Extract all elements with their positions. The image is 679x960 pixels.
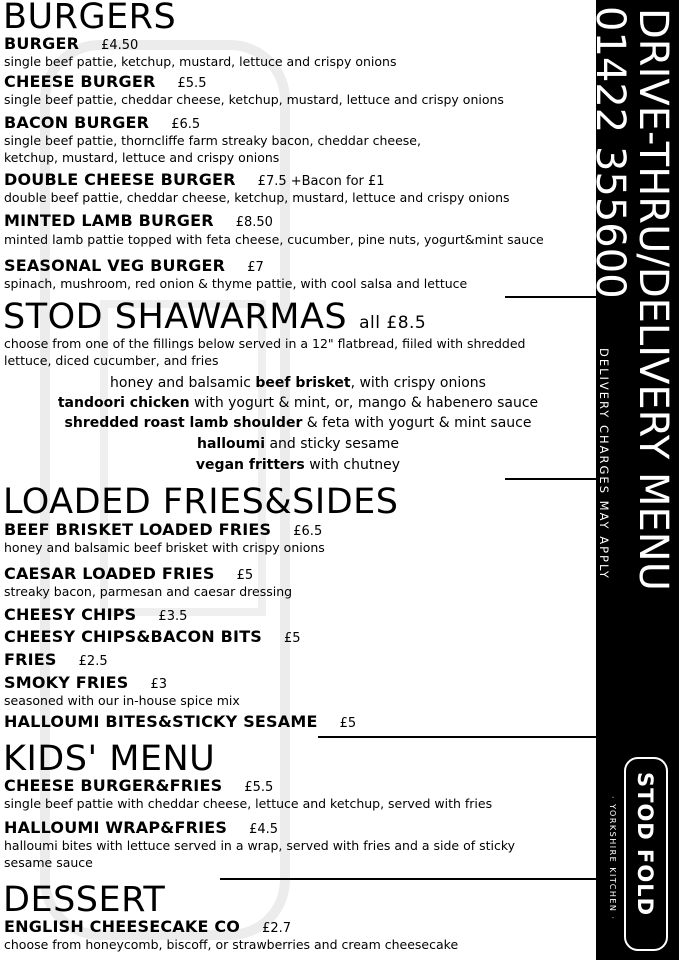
item-description: choose from honeycomb, biscoff, or strawberries and cream cheesecake [4, 937, 459, 952]
item-description: honey and balsamic beef brisket with crispy onions [4, 540, 325, 555]
menu-item-halloumi-bites [4, 712, 356, 734]
item-name: BURGER [4, 34, 80, 53]
item-name: CHEESY CHIPS [4, 605, 137, 624]
filling-option [0, 393, 596, 414]
phone-number[interactable]: 01422 355600 [587, 6, 633, 299]
item-price: £4.5 [249, 822, 279, 837]
item-description: sesame sauce [4, 855, 93, 870]
section-divider [505, 296, 596, 298]
item-name: HALLOUMI BITES&STICKY SESAME [4, 712, 318, 731]
section-divider [318, 736, 596, 738]
item-name: CHEESE BURGER&FRIES [4, 776, 223, 795]
menu-item-cheesy-chips-bacon-bits [4, 627, 301, 649]
burgers-heading: BURGERS [3, 0, 177, 37]
filling-text: with chutney [304, 457, 401, 473]
filling-option [0, 413, 596, 434]
item-price: £2.5 [78, 654, 108, 669]
item-name: FRIES [4, 650, 57, 669]
kids-heading: KIDS' MENU [3, 739, 216, 779]
item-price: £6.5 [171, 117, 201, 132]
item-name: CHEESE BURGER [4, 72, 156, 91]
fries-heading: LOADED FRIES&SIDES [3, 482, 399, 522]
filling-name: tandoori chicken [57, 395, 190, 411]
item-price: £2.7 [262, 921, 292, 936]
filling-text: with yogurt & mint, or, mango & habenero sauce [189, 395, 539, 411]
filling-text: honey and balsamic [110, 375, 256, 391]
logo-text: STOD FOLD [633, 772, 657, 917]
item-description: halloumi bites with lettuce served in a wrap, served with fries and a side of sticky [4, 838, 516, 853]
item-price: £5.5 [244, 780, 274, 795]
section-divider [220, 878, 596, 880]
menu-item-minted-lamb-burger [4, 211, 273, 233]
item-description: seasoned with our in-house spice mix [4, 693, 240, 708]
sidebar-heading: DRIVE-THRU/DELIVERY MENU [630, 8, 676, 592]
dessert-heading: DESSERT [3, 880, 166, 920]
item-name: DOUBLE CHEESE BURGER [4, 170, 236, 189]
shawarmas-description: lettuce, diced cucumber, and fries [4, 353, 219, 368]
filling-option [0, 455, 596, 476]
filling-name: vegan fritters [195, 457, 305, 473]
item-name: BACON BURGER [4, 113, 150, 132]
filling-option [0, 434, 596, 455]
item-description: minted lamb pattie topped with feta cheese, cucumber, pine nuts, yogurt&mint sauce [4, 232, 544, 247]
item-description: single beef pattie, thorncliffe farm streaky bacon, cheddar cheese, [4, 133, 421, 148]
filling-text: and sticky sesame [265, 436, 399, 452]
item-name: CHEESY CHIPS&BACON BITS [4, 627, 263, 646]
filling-name: halloumi [197, 436, 265, 452]
item-name: BEEF BRISKET LOADED FRIES [4, 520, 272, 539]
item-name: ENGLISH CHEESECAKE CO [4, 917, 241, 936]
item-price: £8.50 [235, 215, 273, 230]
item-name: SEASONAL VEG BURGER [4, 256, 226, 275]
item-name: CAESAR LOADED FRIES [4, 564, 215, 583]
delivery-charges-note: DELIVERY CHARGES MAY APPLY [597, 348, 611, 580]
item-description: ketchup, mustard, lettuce and crispy onions [4, 150, 280, 165]
filling-text: , with crispy onions [350, 375, 486, 391]
item-name: MINTED LAMB BURGER [4, 211, 214, 230]
menu-item-cheesy-chips [4, 605, 187, 627]
item-price: £7.5 +Bacon for £1 [257, 174, 385, 189]
filling-name: beef brisket [255, 375, 351, 391]
item-price: £5.5 [177, 76, 207, 91]
filling-option [0, 373, 596, 394]
item-price: £5 [339, 716, 357, 731]
filling-name: shredded roast lamb shoulder [64, 415, 303, 431]
logo-subtitle: · YORKSHIRE KITCHEN · [608, 796, 617, 921]
shawarmas-description: choose from one of the fillings below served in a 12" flatbread, fiiled with shredded [4, 336, 526, 351]
item-price: £7 [247, 260, 264, 275]
section-divider [505, 478, 596, 480]
item-description: spinach, mushroom, red onion & thyme pattie, with cool salsa and lettuce [4, 276, 468, 291]
item-description: single beef pattie, ketchup, mustard, lettuce and crispy onions [4, 54, 397, 69]
item-price: £5 [284, 631, 301, 646]
shawarmas-title: STOD SHAWARMAS [3, 297, 348, 337]
item-description: double beef pattie, cheddar cheese, ketchup, mustard, lettuce and crispy onions [4, 190, 510, 205]
item-price: £5 [236, 568, 254, 583]
item-price: £3 [150, 677, 168, 692]
item-description: single beef pattie, cheddar cheese, ketchup, mustard, lettuce and crispy onions [4, 92, 504, 107]
item-description: single beef pattie with cheddar cheese, lettuce and ketchup, served with fries [4, 796, 493, 811]
item-price: £6.5 [293, 524, 323, 539]
item-name: HALLOUMI WRAP&FRIES [4, 818, 228, 837]
menu-item-fries [4, 650, 108, 672]
shawarmas-price: all £8.5 [359, 313, 427, 333]
item-price: £4.50 [101, 38, 139, 53]
item-name: SMOKY FRIES [4, 673, 129, 692]
item-description: streaky bacon, parmesan and caesar dressing [4, 584, 293, 599]
filling-text: & feta with yogurt & mint sauce [302, 415, 532, 431]
item-price: £3.5 [158, 609, 188, 624]
